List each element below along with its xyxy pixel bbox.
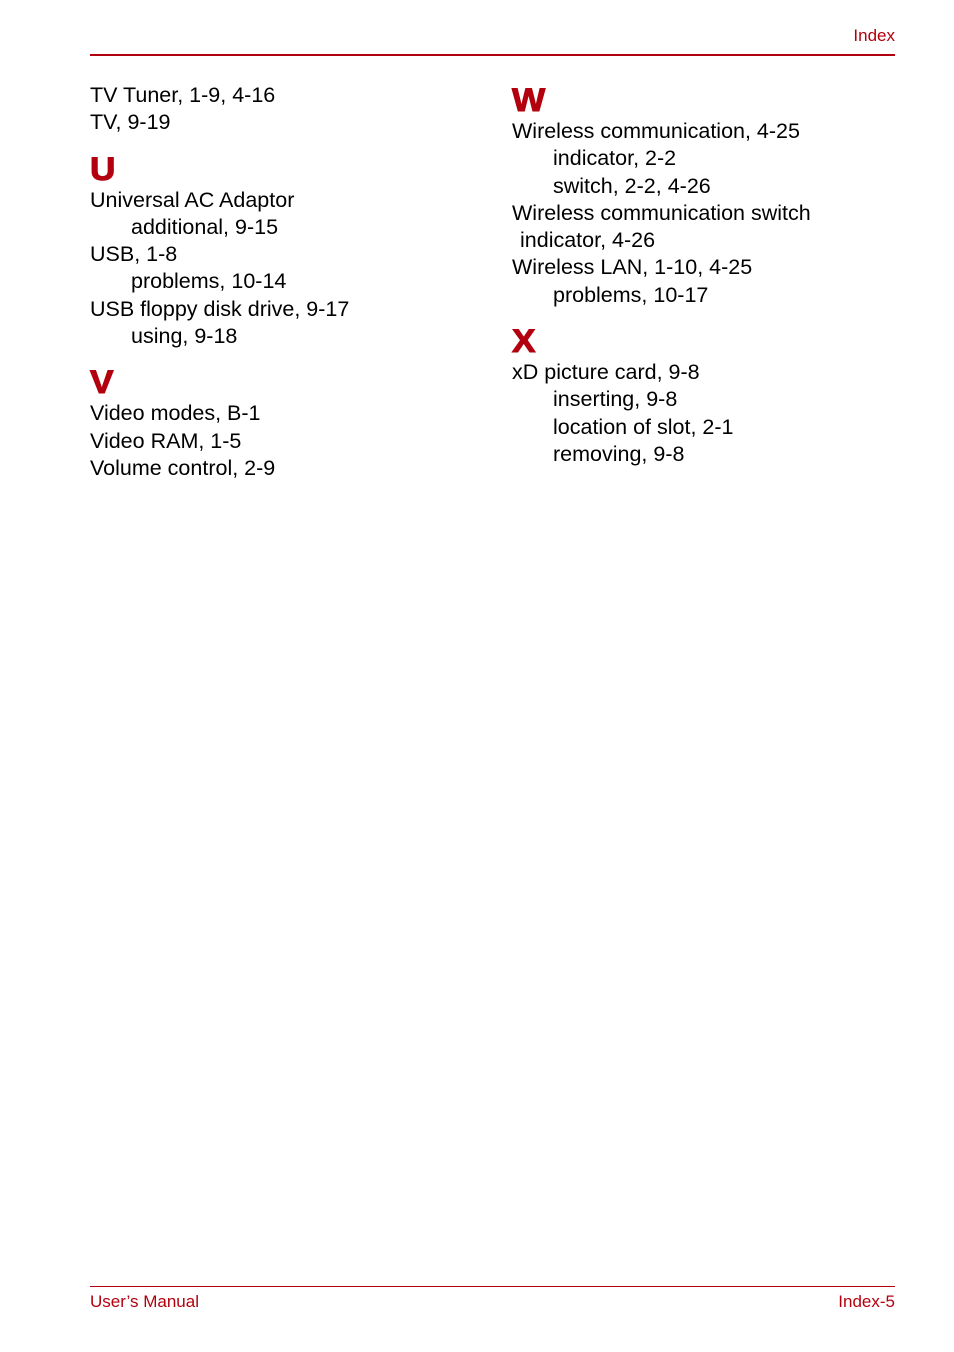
index-entry: Universal AC Adaptor bbox=[90, 187, 295, 212]
index-letter-heading: U bbox=[90, 150, 116, 187]
index-subentry: problems, 10-17 bbox=[553, 282, 709, 307]
index-subentry: indicator, 2-2 bbox=[553, 146, 677, 171]
index-group-v bbox=[90, 364, 490, 482]
index-column-left bbox=[90, 82, 490, 494]
index-subentry: inserting, 9-8 bbox=[553, 387, 678, 412]
index-group-u bbox=[90, 151, 490, 351]
index-entry: TV Tuner, 1-9, 4-16 bbox=[90, 83, 276, 107]
index-entry: Video RAM, 1-5 bbox=[90, 428, 242, 453]
index-entry: USB floppy disk drive, 9-17 bbox=[90, 296, 350, 321]
footer-page-number: Index-5 bbox=[838, 1292, 895, 1311]
header-rule bbox=[90, 54, 895, 56]
index-letter-heading: V bbox=[90, 364, 114, 401]
index-entry: Wireless communication switch bbox=[512, 200, 811, 225]
footer-rule bbox=[90, 1286, 895, 1287]
index-entry: Wireless LAN, 1-10, 4-25 bbox=[512, 255, 753, 280]
index-subentry: removing, 9-8 bbox=[553, 441, 685, 466]
index-column-right bbox=[512, 82, 912, 480]
index-subentry: using, 9-18 bbox=[131, 324, 238, 349]
index-subentry: switch, 2-2, 4-26 bbox=[553, 173, 711, 198]
index-subentry: location of slot, 2-1 bbox=[553, 414, 734, 439]
index-entry-continuation: indicator, 4-26 bbox=[520, 228, 656, 253]
footer-manual-title: User’s Manual bbox=[90, 1292, 199, 1311]
index-group-t bbox=[90, 82, 490, 137]
index-group-w bbox=[512, 82, 912, 309]
index-entry: Volume control, 2-9 bbox=[90, 455, 276, 480]
index-entry: xD picture card, 9-8 bbox=[512, 360, 700, 385]
index-group-x bbox=[512, 323, 912, 468]
header-section-title: Index bbox=[853, 26, 895, 45]
index-entry: USB, 1-8 bbox=[90, 242, 178, 267]
index-subentry: problems, 10-14 bbox=[131, 269, 287, 294]
index-entry: Video modes, B-1 bbox=[90, 401, 261, 426]
index-letter-heading: W bbox=[512, 82, 546, 118]
index-subentry: additional, 9-15 bbox=[131, 214, 279, 239]
index-entry: TV, 9-19 bbox=[90, 110, 171, 135]
index-letter-heading: X bbox=[512, 323, 536, 360]
index-entry: Wireless communication, 4-25 bbox=[512, 119, 800, 143]
